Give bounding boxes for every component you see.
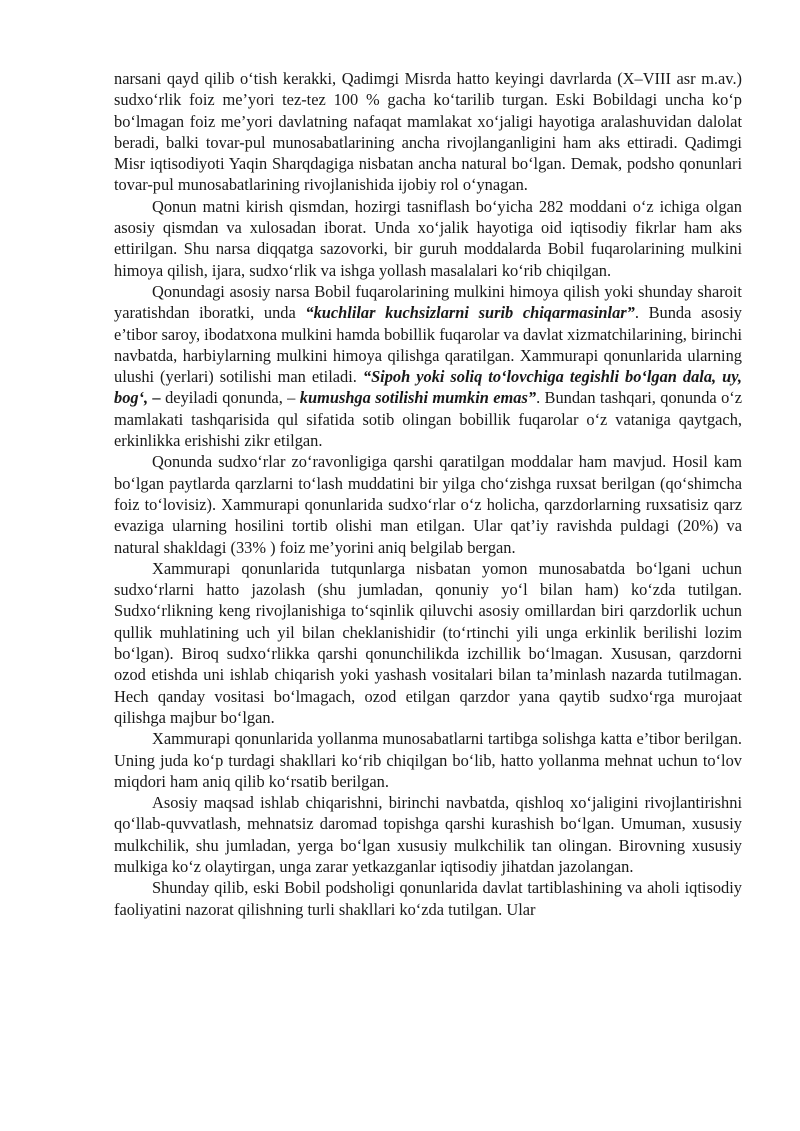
paragraph-text: Xammurapi qonunlarida yollanma munosabatlarni tartibga solishga katta e’tibor berilgan. Uning juda ko‘p turdagi shakllari ko‘rib chiqilgan bo‘lib, hatto yollanma mehnat uchun to‘lov miqdori ham aniq qilib ko‘rsatib berilgan. <box>114 729 742 791</box>
paragraph <box>114 792 742 877</box>
paragraph <box>114 728 742 792</box>
paragraph-text: . Bunda asosiy e’tibor saroy, ibodatxona mulkini hamda bobillik fuqarolar va davlat xizmatchilarining, birinchi navbatda, harbiylarning mulkini himoya qilishga qaratilgan. Xammurapi qonunlarida ularning ulushi (yerlari) sotilishi man etiladi. <box>114 303 742 387</box>
paragraph-text: . Bundan tashqari, qonunda o‘z mamlakati tashqarisida qul sifatida sotib olingan bobillik fuqarolar o‘z vataniga qaytgach, erkinlikka erishishi zikr etilgan. <box>114 388 743 451</box>
emphasized-quote: “kuchlilar kuchsizlarni surib chiqarmasinlar” <box>305 303 635 323</box>
paragraph-text: Qonunda sudxo‘rlar zo‘ravonligiga qarshi qaratilgan moddalar ham mavjud. Hosil kam bo‘lgan paytlarda qarzlarni to‘lash muddatini bir yilga cho‘zishga ruxsat berilgan (qo‘shimcha foiz to‘lovisiz). Xammurapi qonunlarida sudxo‘rlar o‘z holicha, qarzdorlarning ruxsatisiz qarz evaziga ularning hosilini tortib olishi man etilgan. Ular qat’iy ravishda puldagi (20%) va natural shakldagi (33% ) foiz me’yorini aniq belgilab bergan. <box>114 452 742 557</box>
document-page <box>114 68 742 920</box>
paragraph <box>114 281 742 451</box>
paragraph-text: deyiladi qonunda, – <box>160 388 300 408</box>
paragraph-text: Asosiy maqsad ishlab chiqarishni, birinchi navbatda, qishloq xo‘jaligini rivojlantirishni qo‘llab-quvvatlash, mehnatsiz daromad topishga qarshi kurashish bo‘lgan. Umuman, xususiy mulkchilik, shu jumladan, yerga bo‘lgan xususiy mulkchilik tan olingan. Birovning xususiy mulkiga ko‘z olaytirgan, unga zarar yetkazganlar iqtisodiy jihatdan jazolangan. <box>114 793 742 876</box>
paragraph-text: Xammurapi qonunlarida tutqunlarga nisbatan yomon munosabatda bo‘lgani uchun sudxo‘rlarni hatto jazolash (shu jumladan, qonuniy yo‘l bilan ham) ko‘zda tutilgan. Sudxo‘rlikning keng rivojlanishiga to‘sqinlik qiluvchi asosiy omillardan biri qarzdorlik uchun qullik muhlatining uch yil bilan cheklanishidir (to‘rtinchi yili unga erkinlik berilishi lozim bo‘lgan). Biroq sudxo‘rlikka qarshi qonunchilikda izchillik bo‘lmagan. Xususan, qarzdorni ozod etishda uni ishlab chiqarish yoki yashash vositalari bilan ta’minlash nazarda tutilmagan. Hech qanday vositasi bo‘lmagach, ozod etilgan qarzdor yana qaytib sudxo‘rga murojaat qilishga majbur bo‘lgan. <box>114 558 742 727</box>
paragraph-text: narsani qayd qilib o‘tish kerakki, Qadimgi Misrda hatto keyingi davrlarda (X–VIII asr m.av.) sudxo‘rlik foiz me’yori tez-tez 100 % gacha ko‘tarilib turgan. Eski Bobildagi uncha ko‘p bo‘lmagan foiz me’yori davlatning nafaqat mamlakat xo‘jaligi hayotiga aralashuvidan dalolat beradi, balki tovar-pul munosabatlarining ancha rivojlanganligini ham aks ettiradi. Qadimgi Misr iqtisodiyoti Yaqin Sharqdagiga nisbatan ancha natural bo‘lgan. Demak, podsho qonunlari tovar-pul munosabatlarining rivojlanishida ijobiy rol o‘ynagan. <box>114 69 742 195</box>
paragraph <box>114 451 742 557</box>
paragraph <box>114 558 742 728</box>
emphasized-quote: kumushga sotilishi mumkin emas” <box>299 388 537 408</box>
emphasized-quote: “Sipoh yoki soliq to‘lovchiga tegishli bo‘lgan dala, uy, bog‘, – <box>114 367 742 408</box>
paragraph-text: Shunday qilib, eski Bobil podsholigi qonunlarida davlat tartiblashining va aholi iqtisodiy faoliyatini nazorat qilishning turli shakllari ko‘zda tutilgan. Ular <box>114 878 742 919</box>
paragraph <box>114 877 742 920</box>
paragraph-text: Qonun matni kirish qismdan, hozirgi tasniflash bo‘yicha 282 moddani o‘z ichiga olgan asosiy qismdan va xulosadan iborat. Unda xo‘jalik hayotiga oid iqtisodiy fikrlar ham aks ettirilgan. Shu narsa diqqatga sazovorki, bir guruh moddalarda Bobil fuqarolarining mulkini himoya qilish, ijara, sudxo‘rlik va ishga yollash masalalari ko‘rib chiqilgan. <box>114 196 742 280</box>
paragraph-text: Qonundagi asosiy narsa Bobil fuqarolarining mulkini himoya qilish yoki shunday sharoit yaratishdan iboratki, unda <box>114 281 742 323</box>
paragraph <box>114 68 742 196</box>
paragraph <box>114 196 742 281</box>
